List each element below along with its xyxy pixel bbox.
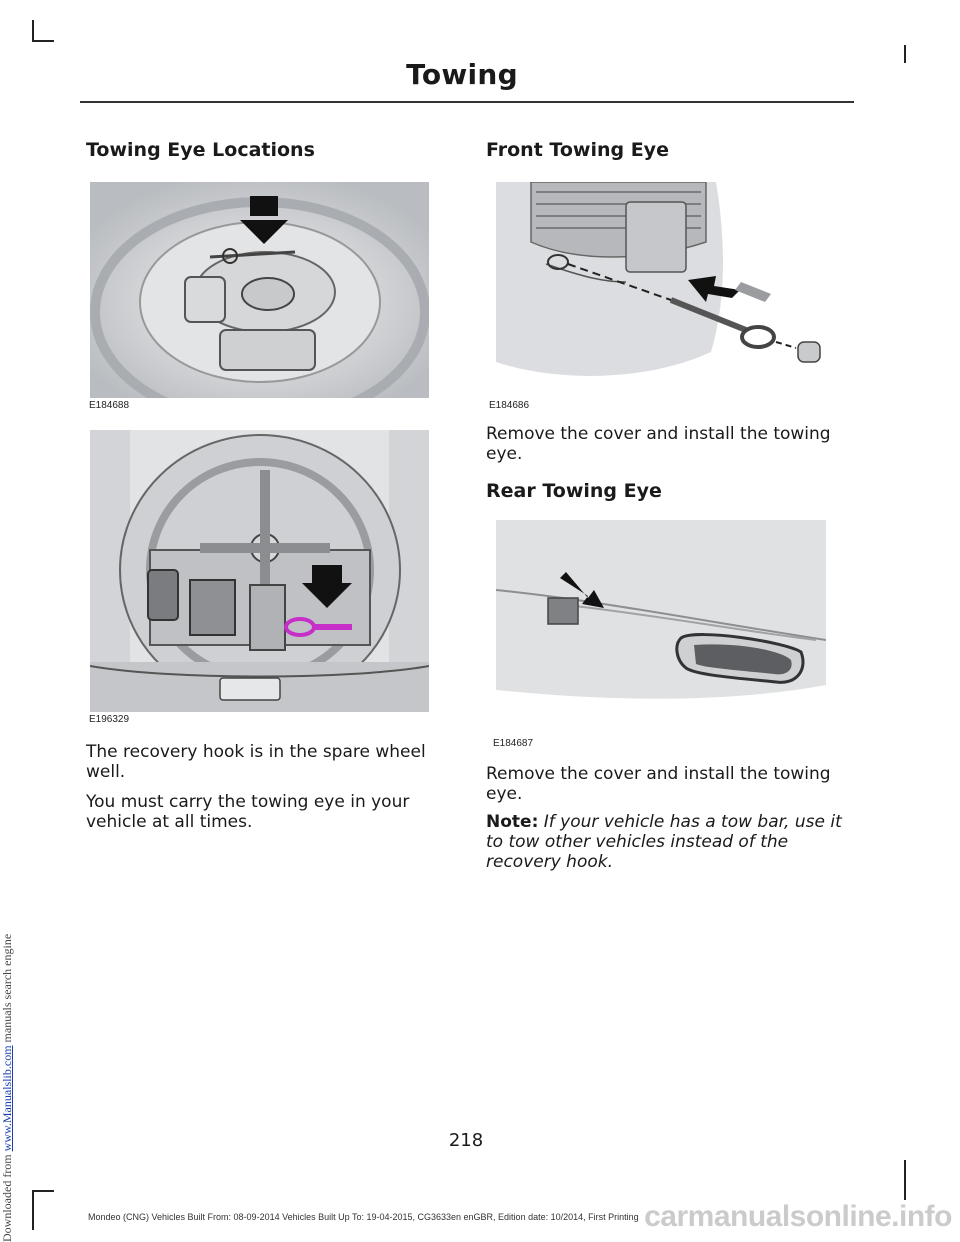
paragraph-front-instructions: Remove the cover and install the towing eye. bbox=[486, 424, 831, 464]
download-watermark bbox=[0, 934, 15, 1242]
page-title: Towing bbox=[406, 58, 518, 91]
footer-edition-info: Mondeo (CNG) Vehicles Built From: 08-09-2014 Vehicles Built Up To: 19-04-2015, CG3633en enGBR, Edition date: 10/2014, First Printing bbox=[88, 1212, 639, 1222]
figure-id: E184686 bbox=[489, 400, 530, 411]
section-heading-locations: Towing Eye Locations bbox=[86, 139, 315, 161]
page-number: 218 bbox=[448, 1130, 484, 1151]
crop-mark bbox=[32, 20, 34, 42]
section-heading-rear: Rear Towing Eye bbox=[486, 480, 662, 502]
note-paragraph bbox=[486, 812, 856, 872]
crop-mark bbox=[32, 1190, 54, 1192]
spare-wheel-illustration bbox=[90, 182, 429, 398]
note-label: Note: bbox=[486, 812, 539, 832]
section-heading-front: Front Towing Eye bbox=[486, 139, 669, 161]
watermark-suffix: manuals search engine bbox=[0, 933, 14, 1046]
rear-towing-eye-illustration bbox=[496, 520, 826, 700]
crop-mark bbox=[32, 1190, 34, 1230]
figure-id: E184688 bbox=[89, 400, 130, 411]
watermark-prefix: Downloaded from bbox=[0, 1151, 14, 1242]
figure-id: E196329 bbox=[89, 714, 130, 725]
carmanualsonline-watermark: carmanualsonline.info bbox=[644, 1200, 952, 1233]
spare-wheel-well-illustration bbox=[90, 430, 429, 712]
front-towing-eye-illustration bbox=[496, 182, 834, 398]
crop-mark bbox=[904, 45, 906, 63]
header-rule bbox=[80, 101, 854, 103]
figure-id: E184687 bbox=[493, 738, 534, 749]
crop-mark bbox=[904, 1160, 906, 1200]
paragraph-rear-instructions: Remove the cover and install the towing eye. bbox=[486, 764, 831, 804]
crop-mark bbox=[32, 40, 54, 42]
paragraph-carry-eye: You must carry the towing eye in your vehicle at all times. bbox=[86, 792, 410, 832]
paragraph-recovery-hook: The recovery hook is in the spare wheel well. bbox=[86, 742, 426, 782]
note-text: If your vehicle has a tow bar, use it to tow other vehicles instead of the recovery hook. bbox=[486, 812, 842, 872]
manualslib-link[interactable]: www.Manualslib.com bbox=[0, 1045, 14, 1152]
